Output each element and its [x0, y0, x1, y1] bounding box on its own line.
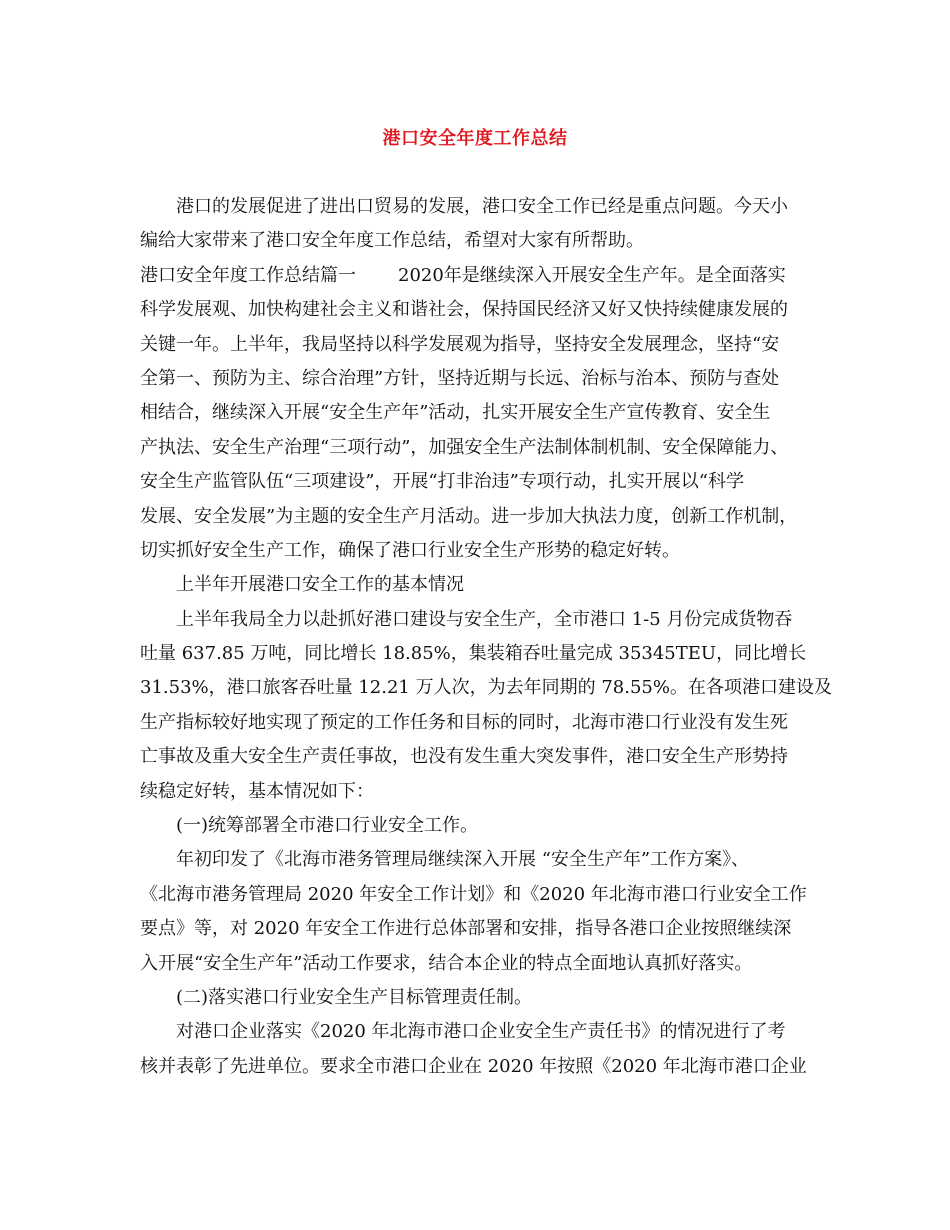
paragraph-line: 《北海市港务管理局 2020 年安全工作计划》和《2020 年北海市港口行业安全工作	[140, 883, 807, 905]
paragraph-line: 安全生产监管队伍“三项建设”，开展“打非治违”专项行动，扎实开展以“科学	[140, 471, 745, 493]
section-heading: 港口安全年度工作总结篇一	[140, 264, 356, 286]
paragraph-line: 年初印发了《北海市港务管理局继续深入开展 “安全生产年”工作方案》、	[176, 849, 750, 871]
paragraph-line: 全第一、预防为主、综合治理”方针，坚持近期与长远、治标与治本、预防与查处	[140, 367, 780, 389]
paragraph-text: 2020年是继续深入开展安全生产年。是全面落实	[398, 264, 786, 286]
paragraph-line: 相结合，继续深入开展“安全生产年”活动，扎实开展安全生产宣传教育、安全生	[140, 402, 771, 424]
paragraph-line: 核并表彰了先进单位。要求全市港口企业在 2020 年按照《2020 年北海市港口企业	[140, 1055, 807, 1077]
section-heading: (一)统筹部署全市港口行业安全工作。	[176, 815, 479, 837]
section-heading: 上半年开展港口安全工作的基本情况	[176, 574, 464, 596]
document-title: 港口安全年度工作总结	[382, 128, 568, 149]
paragraph-line: 续稳定好转，基本情况如下：	[140, 780, 374, 802]
document-body	[140, 190, 832, 1084]
paragraph-line: 切实抓好安全生产工作，确保了港口行业安全生产形势的稳定好转。	[140, 539, 680, 561]
paragraph-line: 亡事故及重大安全生产责任事故，也没有发生重大突发事件，港口安全生产形势持	[140, 746, 788, 768]
paragraph-line: 港口的发展促进了进出口贸易的发展，港口安全工作已经是重点问题。今天小	[176, 196, 788, 217]
paragraph-line	[140, 259, 812, 293]
paragraph-line: 入开展“安全生产年”活动工作要求，结合本企业的特点全面地认真抓好落实。	[140, 952, 753, 974]
paragraph-line: 吐量 637.85 万吨，同比增长 18.85%，集装箱吞吐量完成 35345TEU，同比增长	[140, 643, 807, 665]
paragraph-line: 生产指标较好地实现了预定的工作任务和目标的同时，北海市港口行业没有发生死	[140, 711, 788, 733]
paragraph-line: 31.53%，港口旅客吞吐量 12.21 万人次，为去年同期的 78.55%。在各项港口建设及	[140, 677, 832, 699]
paragraph-line: 上半年我局全力以赴抓好港口建设与安全生产，全市港口 1-5 月份完成货物吞	[176, 608, 793, 630]
paragraph-line: 关键一年。上半年，我局坚持以科学发展观为指导，坚持安全发展理念，坚持“安	[140, 333, 780, 355]
section-heading: (二)落实港口行业安全生产目标管理责任制。	[176, 986, 533, 1008]
paragraph-line: 发展、安全发展”为主题的安全生产月活动。进一步加大执法力度，创新工作机制，	[140, 505, 798, 527]
paragraph-line: 产执法、安全生产治理“三项行动”，加强安全生产法制体制机制、安全保障能力、	[140, 436, 789, 458]
paragraph-line: 要点》等，对 2020 年安全工作进行总体部署和安排，指导各港口企业按照继续深	[140, 918, 792, 940]
paragraph-line: 对港口企业落实《2020 年北海市港口企业安全生产责任书》的情况进行了考	[176, 1021, 786, 1043]
paragraph-line: 科学发展观、加快构建社会主义和谐社会，保持国民经济又好又快持续健康发展的	[140, 299, 788, 321]
paragraph-line: 编给大家带来了港口安全年度工作总结，希望对大家有所帮助。	[140, 230, 644, 252]
